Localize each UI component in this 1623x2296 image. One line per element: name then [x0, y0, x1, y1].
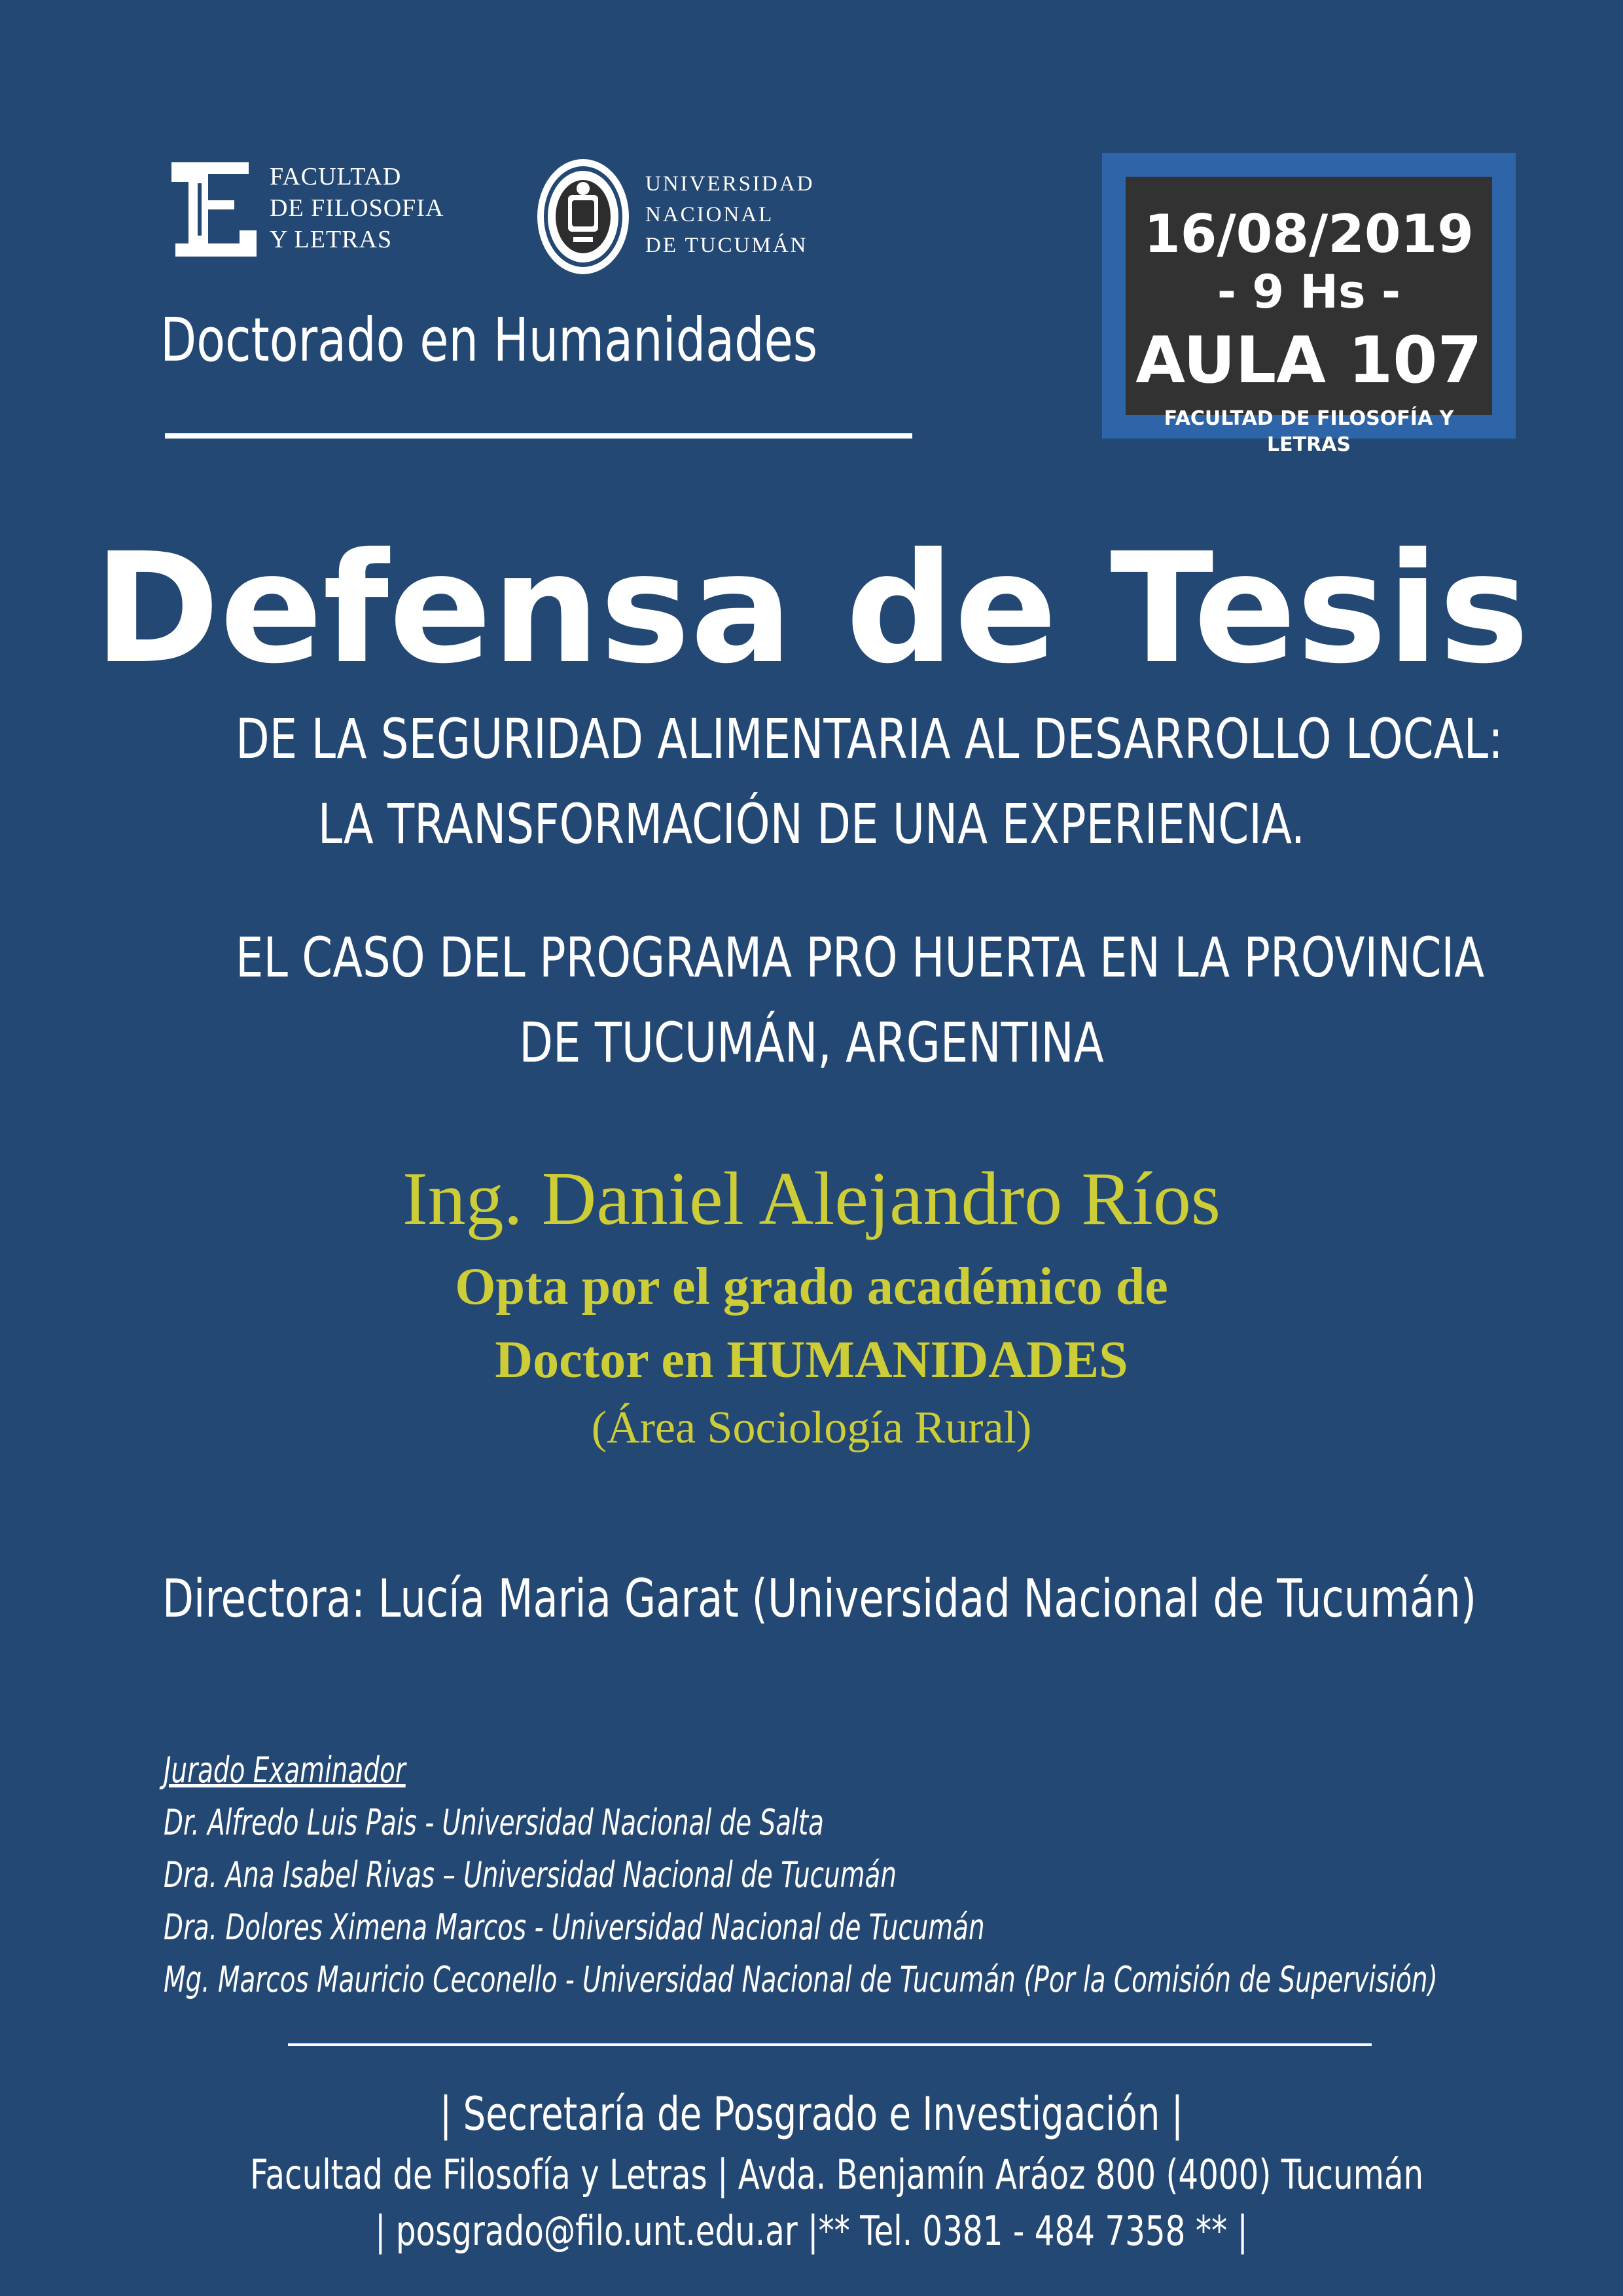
program-divider	[165, 433, 912, 439]
event-info-box	[1102, 153, 1516, 456]
jury-heading: Jurado Examinador	[164, 1749, 406, 1791]
event-place: FACULTAD DE FILOSOFÍA Y LETRAS	[1164, 407, 1454, 456]
university-name-line: UNIVERSIDAD	[645, 172, 815, 196]
thesis-title-line: DE LA SEGURIDAD ALIMENTARIA AL DESARROLLO LOCAL:	[236, 707, 1503, 771]
jury-member: Dra. Dolores Ximena Marcos - Universidad Nacional de Tucumán	[164, 1907, 985, 1948]
jury-list	[164, 1744, 1483, 2006]
fl-monogram-logo	[162, 157, 260, 262]
jury-member: Dra. Ana Isabel Rivas – Universidad Nacional de Tucumán	[164, 1854, 897, 1895]
footer-office: | Secretaría de Posgrado e Investigación |	[439, 2087, 1184, 2141]
jury-member: Mg. Marcos Mauricio Ceconello - Universidad Nacional de Tucumán (Por la Comisión de Supervisión)	[164, 1959, 1438, 2000]
candidate-area: (Área Sociología Rural)	[591, 1403, 1032, 1453]
thesis-subtitle	[236, 915, 1485, 1085]
footer-contact: | posgrado@filo.unt.edu.ar |** Tel. 0381 - 484 7358 ** |	[375, 2207, 1248, 2255]
candidate-degree-line: Opta por el grado académico de	[455, 1258, 1168, 1316]
university-seal-icon	[534, 156, 632, 278]
university-name	[645, 169, 861, 261]
faculty-name	[270, 161, 486, 255]
event-info-panel	[1126, 177, 1492, 456]
candidate-name: Ing. Daniel Alejandro Ríos	[402, 1157, 1221, 1241]
candidate-degree-line: Doctor en HUMANIDADES	[495, 1331, 1128, 1389]
event-room: AULA 107	[1135, 323, 1482, 398]
program-name: Doctorado en Humanidades	[160, 305, 818, 375]
candidate-degree	[0, 1250, 1623, 1397]
faculty-name-line: Y LETRAS	[270, 226, 393, 253]
jury-member: Dr. Alfredo Luis Pais - Universidad Nacional de Salta	[164, 1802, 824, 1843]
page-title: Defensa de Tesis	[94, 520, 1529, 697]
thesis-subtitle-line: EL CASO DEL PROGRAMA PRO HUERTA EN LA PROVINCIA	[236, 925, 1485, 990]
university-name-line: DE TUCUMÁN	[645, 234, 808, 257]
thesis-subtitle-line: DE TUCUMÁN, ARGENTINA	[519, 1011, 1104, 1075]
thesis-title-line: LA TRANSFORMACIÓN DE UNA EXPERIENCIA.	[317, 792, 1306, 856]
event-date: 16/08/2019	[1144, 204, 1474, 264]
thesis-title	[236, 696, 1503, 867]
footer-address: Facultad de Filosofía y Letras | Avda. Benjamín Aráoz 800 (4000) Tucumán	[250, 2151, 1424, 2198]
thesis-director: Directora: Lucía Maria Garat (Universidad Nacional de Tucumán)	[162, 1568, 1477, 1629]
university-name-line: NACIONAL	[645, 203, 774, 226]
faculty-name-line: FACULTAD	[270, 163, 402, 190]
footer-divider	[288, 2043, 1372, 2046]
event-time: - 9 Hs -	[1217, 265, 1401, 319]
faculty-name-line: DE FILOSOFIA	[270, 194, 444, 222]
